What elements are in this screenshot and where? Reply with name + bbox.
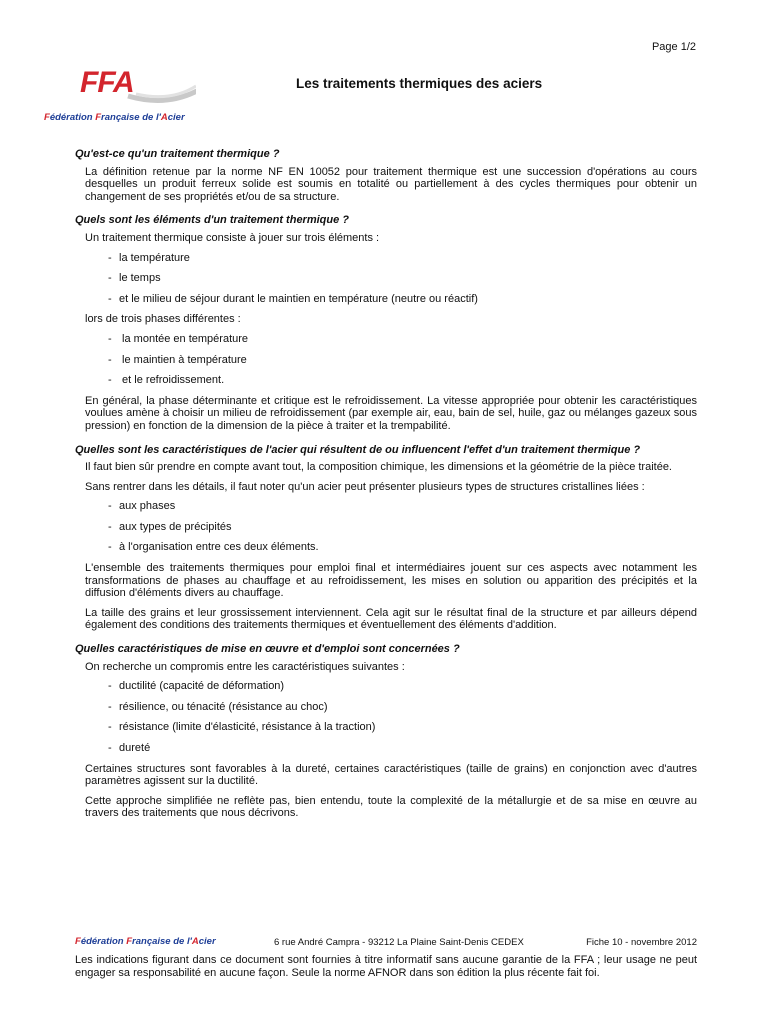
list-item: - le maintien à température [108, 353, 247, 366]
list-item: - aux types de précipités [108, 520, 232, 533]
list-item: - ductilité (capacité de déformation) [108, 680, 285, 693]
footer-org-name: Fédération Française de l'Acier [75, 936, 216, 947]
document-title: Les traitements thermiques des aciers [296, 76, 543, 91]
document-body [75, 148, 697, 827]
paragraph: On recherche un compromis entre les caractéristiques suivantes : [85, 660, 405, 673]
list-item: - la température [108, 251, 190, 264]
list-item: - résistance (limite d'élasticité, résistance à la traction) [108, 721, 376, 734]
section-question: Quelles caractéristiques de mise en œuvre et d'emploi sont concernées ? [75, 643, 460, 656]
footer-disclaimer: Les indications figurant dans ce document sont fournies à titre informatif sans aucune garantie de la FFA ; leur usage ne peut engager sa responsabilité en aucune façon. Seule la norme AFNOR dans son édition la plus récente fait foi. [75, 954, 697, 979]
paragraph: La taille des grains et leur grossissement interviennent. Cela agit sur le résultat final de la structure et par ailleurs dépend également des conditions des traitements thermiques et éventuellement des éléments d'addition. [85, 606, 697, 632]
paragraph: lors de trois phases différentes : [85, 313, 241, 326]
list-item: - résilience, ou ténacité (résistance au choc) [108, 700, 328, 713]
paragraph: Sans rentrer dans les détails, il faut noter qu'un acier peut présenter plusieurs types de structures cristallines liées : [85, 480, 645, 493]
paragraph: L'ensemble des traitements thermiques pour emploi final et intermédiaires jouent sur ces aspects avec notamment les transformations de phases au chauffage et au refroidissement, les mises en solution ou apparition des précipités et la diffusion d'éléments divers au chauffage. [85, 562, 697, 600]
page-number: Page 1/2 [651, 41, 696, 53]
section-question: Qu'est-ce qu'un traitement thermique ? [75, 148, 280, 160]
list-item: - et le milieu de séjour durant le maintien en température (neutre ou réactif) [108, 292, 478, 305]
paragraph: En général, la phase déterminante et critique est le refroidissement. La vitesse appropriée pour obtenir les caractéristiques voulues amène à choisir un milieu de refroidissement (par exemple air, eau, bain de sel, huile, gaz ou mélanges gazeux sous pression) en fonction de la dimension de la pièce à traiter et la trempabilité. [85, 394, 697, 432]
list-item: - à l'organisation entre ces deux éléments. [108, 541, 319, 554]
ffa-logo-mark [76, 62, 196, 106]
section-question: Quels sont les éléments d'un traitement thermique ? [75, 214, 350, 227]
list-item: - le temps [108, 272, 161, 285]
paragraph: Cette approche simplifiée ne reflète pas, bien entendu, toute la complexité de la métallurgie et de sa mise en œuvre au travers des traitements que nous décrivons. [85, 794, 697, 820]
ffa-logo-letters: FFA [80, 66, 134, 99]
ffa-logo [44, 62, 204, 128]
paragraph: Un traitement thermique consiste à jouer sur trois éléments : [85, 231, 380, 244]
paragraph: La définition retenue par la norme NF EN 10052 pour traitement thermique est une succession d'opérations au cours desquelles un produit ferreux solide est soumis en totalité ou partiellement à des cycles thermiques pour obtenir un changement de ses propriétés et/ou de sa structure. [85, 165, 697, 203]
list-item: - et le refroidissement. [108, 374, 225, 387]
footer-fiche: Fiche 10 - novembre 2012 [586, 937, 697, 948]
paragraph: Il faut bien sûr prendre en compte avant tout, la composition chimique, les dimensions et la géométrie de la pièce traitée. [85, 461, 672, 474]
section-question: Quelles sont les caractéristiques de l'acier qui résultent de ou influencent l'effet d'un traitement thermique ? [75, 443, 641, 456]
list-item: - dureté [108, 742, 151, 754]
list-item: - aux phases [108, 500, 176, 513]
paragraph: Certaines structures sont favorables à la dureté, certaines caractéristiques (taille de grains) en conjonction avec d'autres paramètres agissent sur la ductilité. [85, 762, 697, 788]
list-item: - la montée en température [108, 332, 249, 345]
ffa-logo-org-name: Fédération Française de l'Acier [44, 112, 185, 123]
footer-address: 6 rue André Campra - 93212 La Plaine Saint-Denis CEDEX [274, 937, 524, 948]
